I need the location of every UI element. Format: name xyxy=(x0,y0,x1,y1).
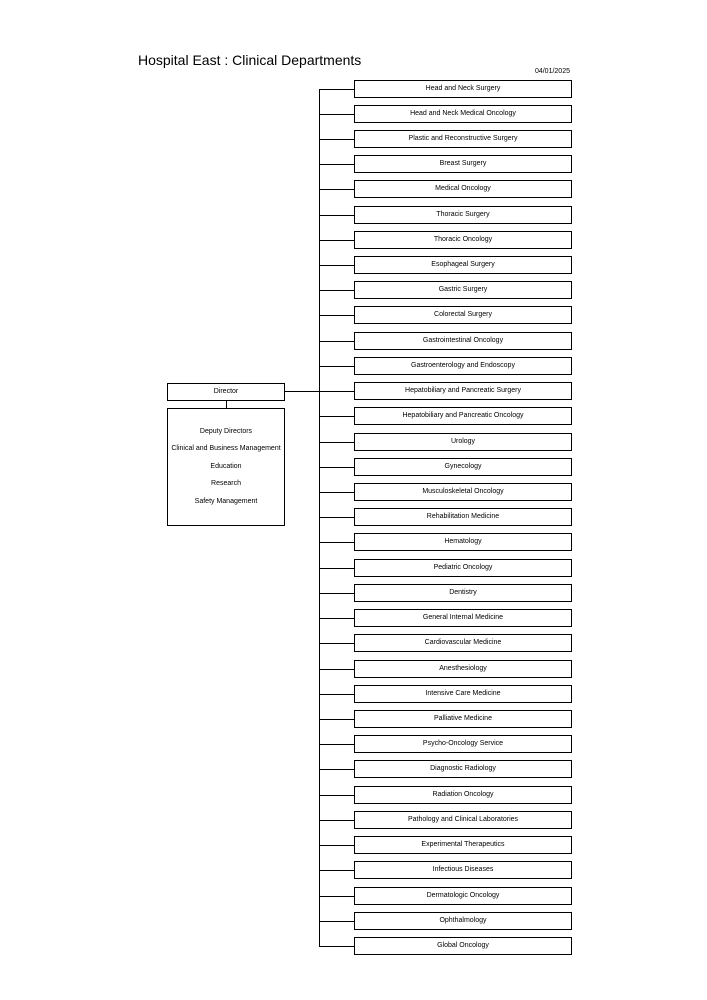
department-box xyxy=(354,836,572,854)
deputy-item: Clinical and Business Management xyxy=(171,445,281,453)
department-label: General Internal Medicine xyxy=(422,614,504,622)
department-branch-line xyxy=(319,719,354,720)
department-box xyxy=(354,887,572,905)
department-label: Thoracic Oncology xyxy=(433,235,493,243)
department-label: Global Oncology xyxy=(437,942,489,949)
department-label: Colorectal Surgery xyxy=(434,311,492,319)
department-branch-line xyxy=(319,618,354,619)
department-box xyxy=(354,256,572,274)
department-label: Hepatobiliary and Pancreatic Oncology xyxy=(402,412,524,420)
department-branch-line xyxy=(319,946,354,947)
department-box xyxy=(354,332,572,350)
department-box xyxy=(354,760,572,778)
department-box xyxy=(354,458,572,476)
department-label: Pediatric Oncology xyxy=(433,563,493,571)
department-branch-line xyxy=(319,820,354,821)
department-box xyxy=(354,407,572,425)
deputy-item: Education xyxy=(210,462,242,470)
department-box xyxy=(354,281,572,299)
date-label: 04/01/2025 xyxy=(534,68,570,75)
department-label: Head and Neck Surgery xyxy=(425,84,501,92)
department-label: Medical Oncology xyxy=(435,185,491,193)
department-box xyxy=(354,231,572,249)
department-branch-line xyxy=(319,164,354,165)
department-branch-line xyxy=(319,189,354,190)
department-box xyxy=(354,483,572,501)
department-box xyxy=(354,685,572,703)
deputy-list xyxy=(168,427,284,514)
department-label: Gastric Surgery xyxy=(438,286,488,294)
department-label: Anesthesiology xyxy=(439,664,487,672)
department-label: Gastrointestinal Oncology xyxy=(422,336,504,344)
department-branch-line xyxy=(319,341,354,342)
department-branch-line xyxy=(319,391,354,392)
department-label: Diagnostic Radiology xyxy=(430,765,496,773)
department-branch-line xyxy=(319,568,354,569)
department-box xyxy=(354,105,572,123)
department-branch-line xyxy=(319,845,354,846)
department-branch-line xyxy=(319,643,354,644)
department-box xyxy=(354,206,572,224)
deputy-item: Safety Management xyxy=(194,497,258,505)
department-box xyxy=(354,559,572,577)
department-box xyxy=(354,155,572,173)
department-box xyxy=(354,584,572,602)
department-box xyxy=(354,433,572,451)
department-box xyxy=(354,735,572,753)
department-label: Breast Surgery xyxy=(439,160,487,168)
department-label: Hematology xyxy=(444,538,482,546)
department-box xyxy=(354,357,572,375)
department-branch-line xyxy=(319,769,354,770)
department-box xyxy=(354,609,572,627)
department-branch-line xyxy=(319,139,354,140)
department-branch-line xyxy=(319,315,354,316)
org-trunk-line xyxy=(319,89,320,947)
department-box xyxy=(354,306,572,324)
department-branch-line xyxy=(319,694,354,695)
department-box xyxy=(354,533,572,551)
department-branch-line xyxy=(319,366,354,367)
department-label: Dermatologic Oncology xyxy=(426,891,500,899)
department-branch-line xyxy=(319,416,354,417)
deputy-box xyxy=(167,408,285,526)
department-label: Psycho-Oncology Service xyxy=(422,740,504,748)
department-label: Plastic and Reconstructive Surgery xyxy=(408,134,518,142)
director-trunk-connector xyxy=(285,391,320,392)
department-label: Experimental Therapeutics xyxy=(421,841,505,849)
department-label: Musculoskeletal Oncology xyxy=(422,488,504,496)
director-deputy-connector xyxy=(226,401,227,408)
department-label: Intensive Care Medicine xyxy=(425,689,501,697)
department-branch-line xyxy=(319,542,354,543)
department-label: Infectious Diseases xyxy=(432,866,494,874)
department-branch-line xyxy=(319,921,354,922)
department-label: Gastroenterology and Endoscopy xyxy=(411,361,515,369)
department-label: Esophageal Surgery xyxy=(431,261,495,269)
department-box xyxy=(354,811,572,829)
department-box xyxy=(354,382,572,400)
department-label: Pathology and Clinical Laboratories xyxy=(407,815,519,823)
page-title: Hospital East : Clinical Departments xyxy=(138,52,362,68)
deputy-item: Research xyxy=(211,480,241,488)
department-box xyxy=(354,912,572,930)
deputy-item: Deputy Directors xyxy=(199,428,253,435)
department-label: Cardiovascular Medicine xyxy=(424,639,502,647)
department-branch-line xyxy=(319,442,354,443)
director-label: Director xyxy=(213,388,239,395)
department-branch-line xyxy=(319,89,354,90)
department-branch-line xyxy=(319,114,354,115)
department-label: Palliative Medicine xyxy=(434,715,492,722)
department-branch-line xyxy=(319,492,354,493)
department-label: Urology xyxy=(450,437,476,445)
department-label: Ophthalmology xyxy=(439,916,487,924)
department-branch-line xyxy=(319,290,354,291)
department-branch-line xyxy=(319,215,354,216)
department-branch-line xyxy=(319,593,354,594)
department-label: Thoracic Surgery xyxy=(436,210,490,218)
department-branch-line xyxy=(319,265,354,266)
department-label: Rehabilitation Medicine xyxy=(426,513,500,521)
department-label: Radiation Oncology xyxy=(432,790,494,798)
department-branch-line xyxy=(319,870,354,871)
department-box xyxy=(354,710,572,728)
department-box xyxy=(354,634,572,652)
department-label: Gynecology xyxy=(444,462,482,470)
department-box xyxy=(354,660,572,678)
department-branch-line xyxy=(319,240,354,241)
department-branch-line xyxy=(319,669,354,670)
department-branch-line xyxy=(319,744,354,745)
department-box xyxy=(354,80,572,98)
department-branch-line xyxy=(319,896,354,897)
department-box xyxy=(354,130,572,148)
department-box xyxy=(354,508,572,526)
department-box xyxy=(354,786,572,804)
department-branch-line xyxy=(319,795,354,796)
department-box xyxy=(354,861,572,879)
department-label: Dentistry xyxy=(449,588,477,596)
department-branch-line xyxy=(319,467,354,468)
director-box xyxy=(167,383,285,401)
department-label: Hepatobiliary and Pancreatic Surgery xyxy=(405,387,521,395)
department-box xyxy=(354,937,572,955)
department-branch-line xyxy=(319,517,354,518)
department-label: Head and Neck Medical Oncology xyxy=(410,109,516,117)
department-box xyxy=(354,180,572,198)
